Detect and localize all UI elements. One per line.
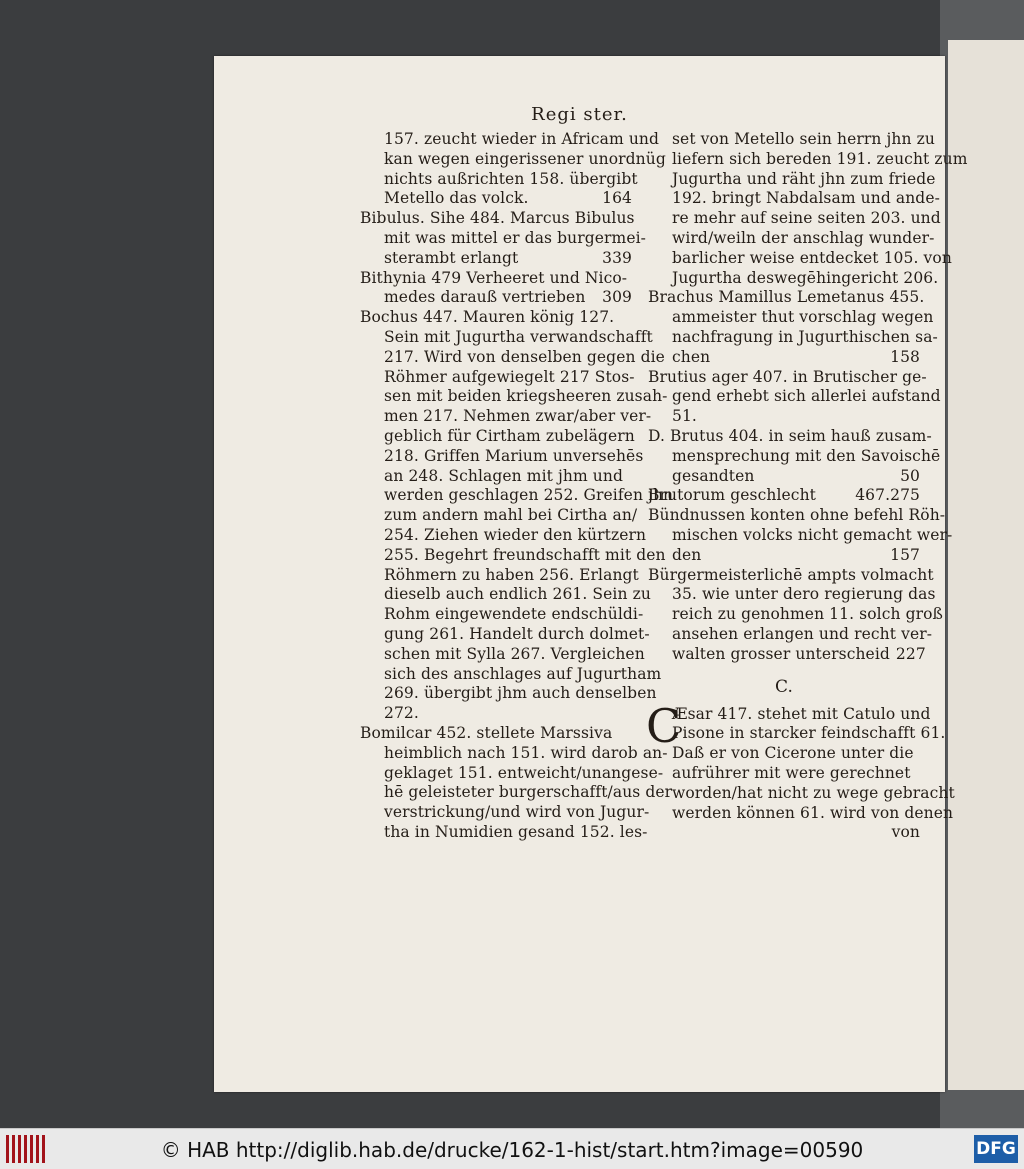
index-line-text: Röhmern zu haben 256. Erlangt bbox=[384, 565, 639, 584]
index-line bbox=[360, 525, 647, 546]
index-line bbox=[648, 387, 941, 407]
index-line bbox=[648, 823, 920, 843]
index-line-text: Bündnussen konten ohne befehl Röh- bbox=[648, 506, 946, 525]
index-line-text: gung 261. Handelt durch dolmet- bbox=[384, 624, 650, 643]
index-line bbox=[360, 367, 635, 388]
index-line-text: heimblich nach 151. wird darob an- bbox=[384, 743, 668, 762]
page-reference bbox=[952, 249, 958, 269]
index-line-text: 35. wie unter dero regierung das bbox=[672, 585, 936, 604]
page-reference bbox=[639, 566, 645, 586]
index-line-text: tha in Numidien gesand 152. les- bbox=[384, 822, 648, 841]
index-line bbox=[360, 209, 635, 229]
dfg-logo-icon[interactable]: DFG bbox=[974, 1135, 1018, 1163]
page-reference bbox=[635, 427, 641, 447]
index-line bbox=[648, 624, 933, 645]
index-line-text: verstrickung/und wird von Jugur- bbox=[384, 803, 650, 822]
index-line bbox=[360, 347, 665, 368]
index-line-text: Bibulus. Sihe 484. Marcus Bibulus bbox=[360, 209, 635, 228]
page-reference: von bbox=[891, 823, 920, 842]
index-line-text: Röhmer aufgewiegelt 217 Stos- bbox=[384, 367, 635, 386]
index-line-text: nichts außrichten 158. übergibt bbox=[384, 169, 638, 188]
page-reference: 50 bbox=[900, 466, 920, 485]
page-reference bbox=[941, 209, 947, 229]
index-line-text: reich zu genohmen 11. solch groß bbox=[672, 605, 944, 624]
page-reference bbox=[934, 229, 940, 249]
page-reference bbox=[914, 764, 920, 784]
page-reference bbox=[924, 288, 930, 308]
index-line-text: Jugurtha und räht jhn zum friede bbox=[672, 169, 936, 188]
index-line-text: re mehr auf seine seiten 203. und bbox=[672, 209, 941, 228]
index-line-text: walten grosser unterscheid bbox=[672, 644, 890, 663]
section-letter: C. bbox=[774, 676, 793, 697]
page-reference bbox=[934, 566, 940, 586]
index-line-text: mischen volcks nicht gemacht wer- bbox=[672, 525, 953, 544]
index-line bbox=[360, 585, 651, 605]
page-reference bbox=[941, 387, 947, 407]
index-line-text: Brutius ager 407. in Brutischer ge- bbox=[648, 367, 927, 386]
page-reference bbox=[627, 269, 633, 289]
index-line-text: Pisone in starcker feindschafft 61. bbox=[672, 724, 946, 743]
index-line-text: 254. Ziehen wieder den kürtzern bbox=[384, 525, 647, 544]
index-line bbox=[648, 189, 940, 209]
index-line bbox=[360, 426, 635, 447]
index-line-text: sen mit beiden kriegsheeren zusah- bbox=[384, 387, 668, 406]
index-line-text: 217. Wird von denselben gegen die bbox=[384, 347, 665, 366]
index-line-text: men 217. Nehmen zwar/aber ver- bbox=[384, 407, 652, 426]
adjacent-page-fragment bbox=[948, 40, 1024, 1090]
page-reference bbox=[638, 170, 644, 190]
index-line bbox=[360, 763, 664, 784]
index-line bbox=[360, 605, 644, 625]
page-reference bbox=[938, 328, 944, 348]
index-line bbox=[360, 743, 668, 764]
right-entries bbox=[648, 130, 968, 665]
index-line bbox=[360, 624, 650, 645]
index-line-text: 218. Griffen Marium unversehēs bbox=[384, 446, 644, 465]
index-line bbox=[648, 169, 936, 190]
index-line bbox=[648, 486, 920, 506]
index-line bbox=[360, 446, 644, 467]
index-line bbox=[648, 803, 954, 824]
index-line-text: Brutorum geschlecht bbox=[648, 486, 816, 505]
index-line bbox=[648, 764, 920, 784]
page-reference bbox=[932, 427, 938, 447]
index-line-text: hē geleisteter burgerschafft/aus der bbox=[384, 783, 673, 802]
index-line bbox=[648, 209, 941, 229]
index-line bbox=[360, 407, 652, 427]
index-line-text: dieselb auch endlich 261. Sein zu bbox=[384, 585, 651, 604]
page-reference: 227 bbox=[895, 644, 926, 663]
page-reference bbox=[934, 308, 940, 328]
index-line bbox=[360, 644, 645, 665]
book-page bbox=[214, 56, 968, 1092]
page-reference bbox=[935, 130, 941, 150]
index-line-text: Æsar 417. stehet mit Catulo und bbox=[672, 704, 931, 723]
index-line bbox=[360, 467, 632, 487]
dropcap-letter: C bbox=[646, 698, 682, 753]
index-line-text: Jugurtha deswegēhingericht 206. bbox=[672, 268, 939, 287]
left-column bbox=[360, 130, 674, 843]
index-line-text: schen mit Sylla 267. Vergleichen bbox=[384, 644, 645, 663]
index-line-text: geklaget 151. entweicht/unangese- bbox=[384, 763, 664, 782]
index-line bbox=[648, 288, 925, 308]
index-line bbox=[360, 327, 653, 348]
index-line-text: werden können 61. wird von denen bbox=[672, 803, 954, 822]
page-reference: 158 bbox=[890, 347, 920, 366]
index-line-text: Bomilcar 452. stellete Marssiva bbox=[360, 723, 613, 742]
page-reference: 157 bbox=[890, 545, 920, 564]
page-reference bbox=[955, 784, 961, 804]
index-line-text: gesandten bbox=[672, 466, 755, 485]
index-line-text: set von Metello sein herrn jhn zu bbox=[672, 130, 935, 148]
index-line-text: wird/weiln der anschlag wunder- bbox=[672, 228, 935, 247]
index-line bbox=[360, 545, 666, 566]
index-line bbox=[360, 288, 632, 308]
index-line bbox=[648, 585, 936, 605]
index-line bbox=[648, 506, 946, 526]
index-line bbox=[360, 308, 632, 328]
page-reference bbox=[945, 506, 951, 526]
page-reference bbox=[943, 605, 949, 625]
page-reference bbox=[626, 308, 632, 328]
index-line-text: Sein mit Jugurtha verwandschafft bbox=[384, 327, 653, 346]
index-line-text: Bochus 447. Mauren könig 127. bbox=[360, 308, 615, 327]
index-line bbox=[360, 803, 650, 823]
index-line bbox=[648, 744, 920, 764]
page-reference bbox=[940, 447, 946, 467]
index-line bbox=[648, 446, 941, 467]
page-reference bbox=[936, 585, 942, 605]
index-line-text: kan wegen eingerissener unordnüg bbox=[384, 149, 666, 168]
page-reference bbox=[953, 804, 959, 824]
index-line bbox=[648, 367, 927, 388]
index-line bbox=[648, 783, 955, 804]
index-line-text: geblich für Cirtham zubelägern bbox=[384, 426, 635, 445]
index-line bbox=[648, 228, 935, 249]
index-line-text: liefern sich bereden 191. zeucht zum bbox=[672, 149, 968, 168]
index-line-text: barlicher weise entdecket 105. von bbox=[672, 248, 952, 267]
index-line-text: an 248. Schlagen mit jhm und bbox=[384, 466, 623, 485]
page-reference: 467.275 bbox=[855, 486, 920, 505]
page-reference bbox=[927, 368, 933, 388]
index-line bbox=[360, 684, 657, 704]
index-line bbox=[360, 169, 638, 190]
index-line-text: 269. übergibt jhm auch denselben bbox=[384, 684, 657, 703]
index-line bbox=[648, 426, 932, 447]
index-line bbox=[648, 546, 920, 566]
page-title: Regi ster. bbox=[531, 104, 628, 125]
index-line bbox=[648, 308, 934, 328]
index-line-text: zum andern mahl bei Cirtha an/ bbox=[384, 506, 638, 525]
footer-bar bbox=[0, 1128, 1024, 1169]
index-line-text: 272. bbox=[384, 704, 419, 723]
index-line-text: 192. bringt Nabdalsam und ande- bbox=[672, 189, 940, 208]
page-reference bbox=[945, 724, 951, 744]
index-line-text: Bürgermeisterlichē ampts volmacht bbox=[648, 565, 934, 584]
c-section-entries bbox=[646, 698, 955, 844]
page-reference bbox=[914, 407, 920, 427]
page-reference bbox=[626, 467, 632, 487]
index-line-text: medes darauß vertrieben bbox=[384, 288, 586, 307]
page-reference bbox=[637, 506, 643, 526]
index-line bbox=[360, 228, 647, 249]
index-line bbox=[648, 525, 953, 546]
index-line-text: gend erhebt sich allerlei aufstand bbox=[672, 387, 941, 406]
index-line-text: Bithynia 479 Verheeret und Nico- bbox=[360, 268, 628, 287]
page-reference bbox=[930, 705, 936, 725]
page-reference bbox=[626, 724, 632, 744]
index-line bbox=[648, 724, 946, 744]
index-line-text: nachfragung in Jugurthischen sa- bbox=[672, 327, 938, 346]
index-line bbox=[360, 724, 632, 744]
index-line bbox=[648, 605, 944, 625]
index-line-text: Brachus Mamillus Lemetanus 455. bbox=[648, 288, 925, 307]
index-line-text: werden geschlagen 252. Greifen jhn bbox=[384, 486, 674, 505]
index-line-text: aufrührer mit were gerechnet bbox=[672, 763, 911, 782]
index-line bbox=[648, 268, 939, 289]
index-line-text: Metello das volck. bbox=[384, 189, 529, 208]
index-line bbox=[360, 249, 632, 269]
index-line bbox=[360, 506, 638, 526]
index-line bbox=[360, 704, 632, 724]
page-reference: 309 bbox=[602, 288, 632, 307]
index-line bbox=[360, 130, 660, 150]
page-reference bbox=[968, 150, 974, 170]
index-line-text: 157. zeucht wieder in Africam und bbox=[384, 130, 660, 148]
index-line bbox=[360, 486, 674, 506]
index-line bbox=[648, 248, 952, 269]
index-line-text: Rohm eingewendete endschüldi- bbox=[384, 605, 644, 624]
index-line bbox=[648, 565, 934, 586]
index-line bbox=[648, 149, 968, 170]
index-line bbox=[648, 407, 920, 427]
index-line-text: ansehen erlangen und recht ver- bbox=[672, 624, 933, 643]
index-line bbox=[360, 149, 666, 170]
index-line-text: den bbox=[672, 545, 702, 564]
index-line bbox=[648, 130, 935, 150]
index-line bbox=[648, 327, 938, 348]
page-reference bbox=[936, 170, 942, 190]
index-line-text: 51. bbox=[672, 407, 697, 426]
index-line bbox=[360, 565, 639, 586]
page-reference bbox=[635, 368, 641, 388]
index-line-text: sterambt erlangt bbox=[384, 248, 519, 267]
index-line-text: ammeister thut vorschlag wegen bbox=[672, 308, 934, 327]
index-line bbox=[360, 189, 632, 209]
page-reference bbox=[914, 744, 920, 764]
index-line bbox=[648, 348, 920, 368]
index-line-text: Daß er von Cicerone unter die bbox=[672, 744, 914, 763]
index-line-text: sich des anschlages auf Jugurtham bbox=[384, 664, 662, 683]
page-reference bbox=[940, 189, 946, 209]
index-line bbox=[360, 783, 673, 803]
right-column bbox=[646, 130, 968, 843]
index-line bbox=[648, 644, 926, 665]
page-reference: 339 bbox=[602, 248, 632, 267]
index-line-text: chen bbox=[672, 347, 711, 366]
index-line bbox=[360, 822, 648, 843]
page-reference bbox=[932, 625, 938, 645]
index-line bbox=[360, 269, 632, 289]
copyright-url[interactable]: © HAB http://diglib.hab.de/drucke/162-1-hist/start.htm?image=00590 bbox=[160, 1138, 864, 1162]
index-line-text: mit was mittel er das burgermei- bbox=[384, 228, 647, 247]
index-line-text: D. Brutus 404. in seim hauß zusam- bbox=[648, 426, 932, 445]
page-reference: 164 bbox=[602, 189, 632, 208]
index-line bbox=[360, 387, 668, 407]
page-reference bbox=[938, 269, 944, 289]
index-line-text: mensprechung mit den Savoischē bbox=[672, 446, 941, 465]
index-line-text: worden/hat nicht zu wege gebracht bbox=[672, 783, 955, 802]
index-line-text: 255. Begehrt freundschafft mit den bbox=[384, 545, 666, 564]
page-reference bbox=[952, 526, 958, 546]
page-reference bbox=[635, 209, 641, 229]
index-line bbox=[648, 467, 920, 487]
index-line bbox=[360, 664, 662, 685]
page-reference bbox=[626, 704, 632, 724]
